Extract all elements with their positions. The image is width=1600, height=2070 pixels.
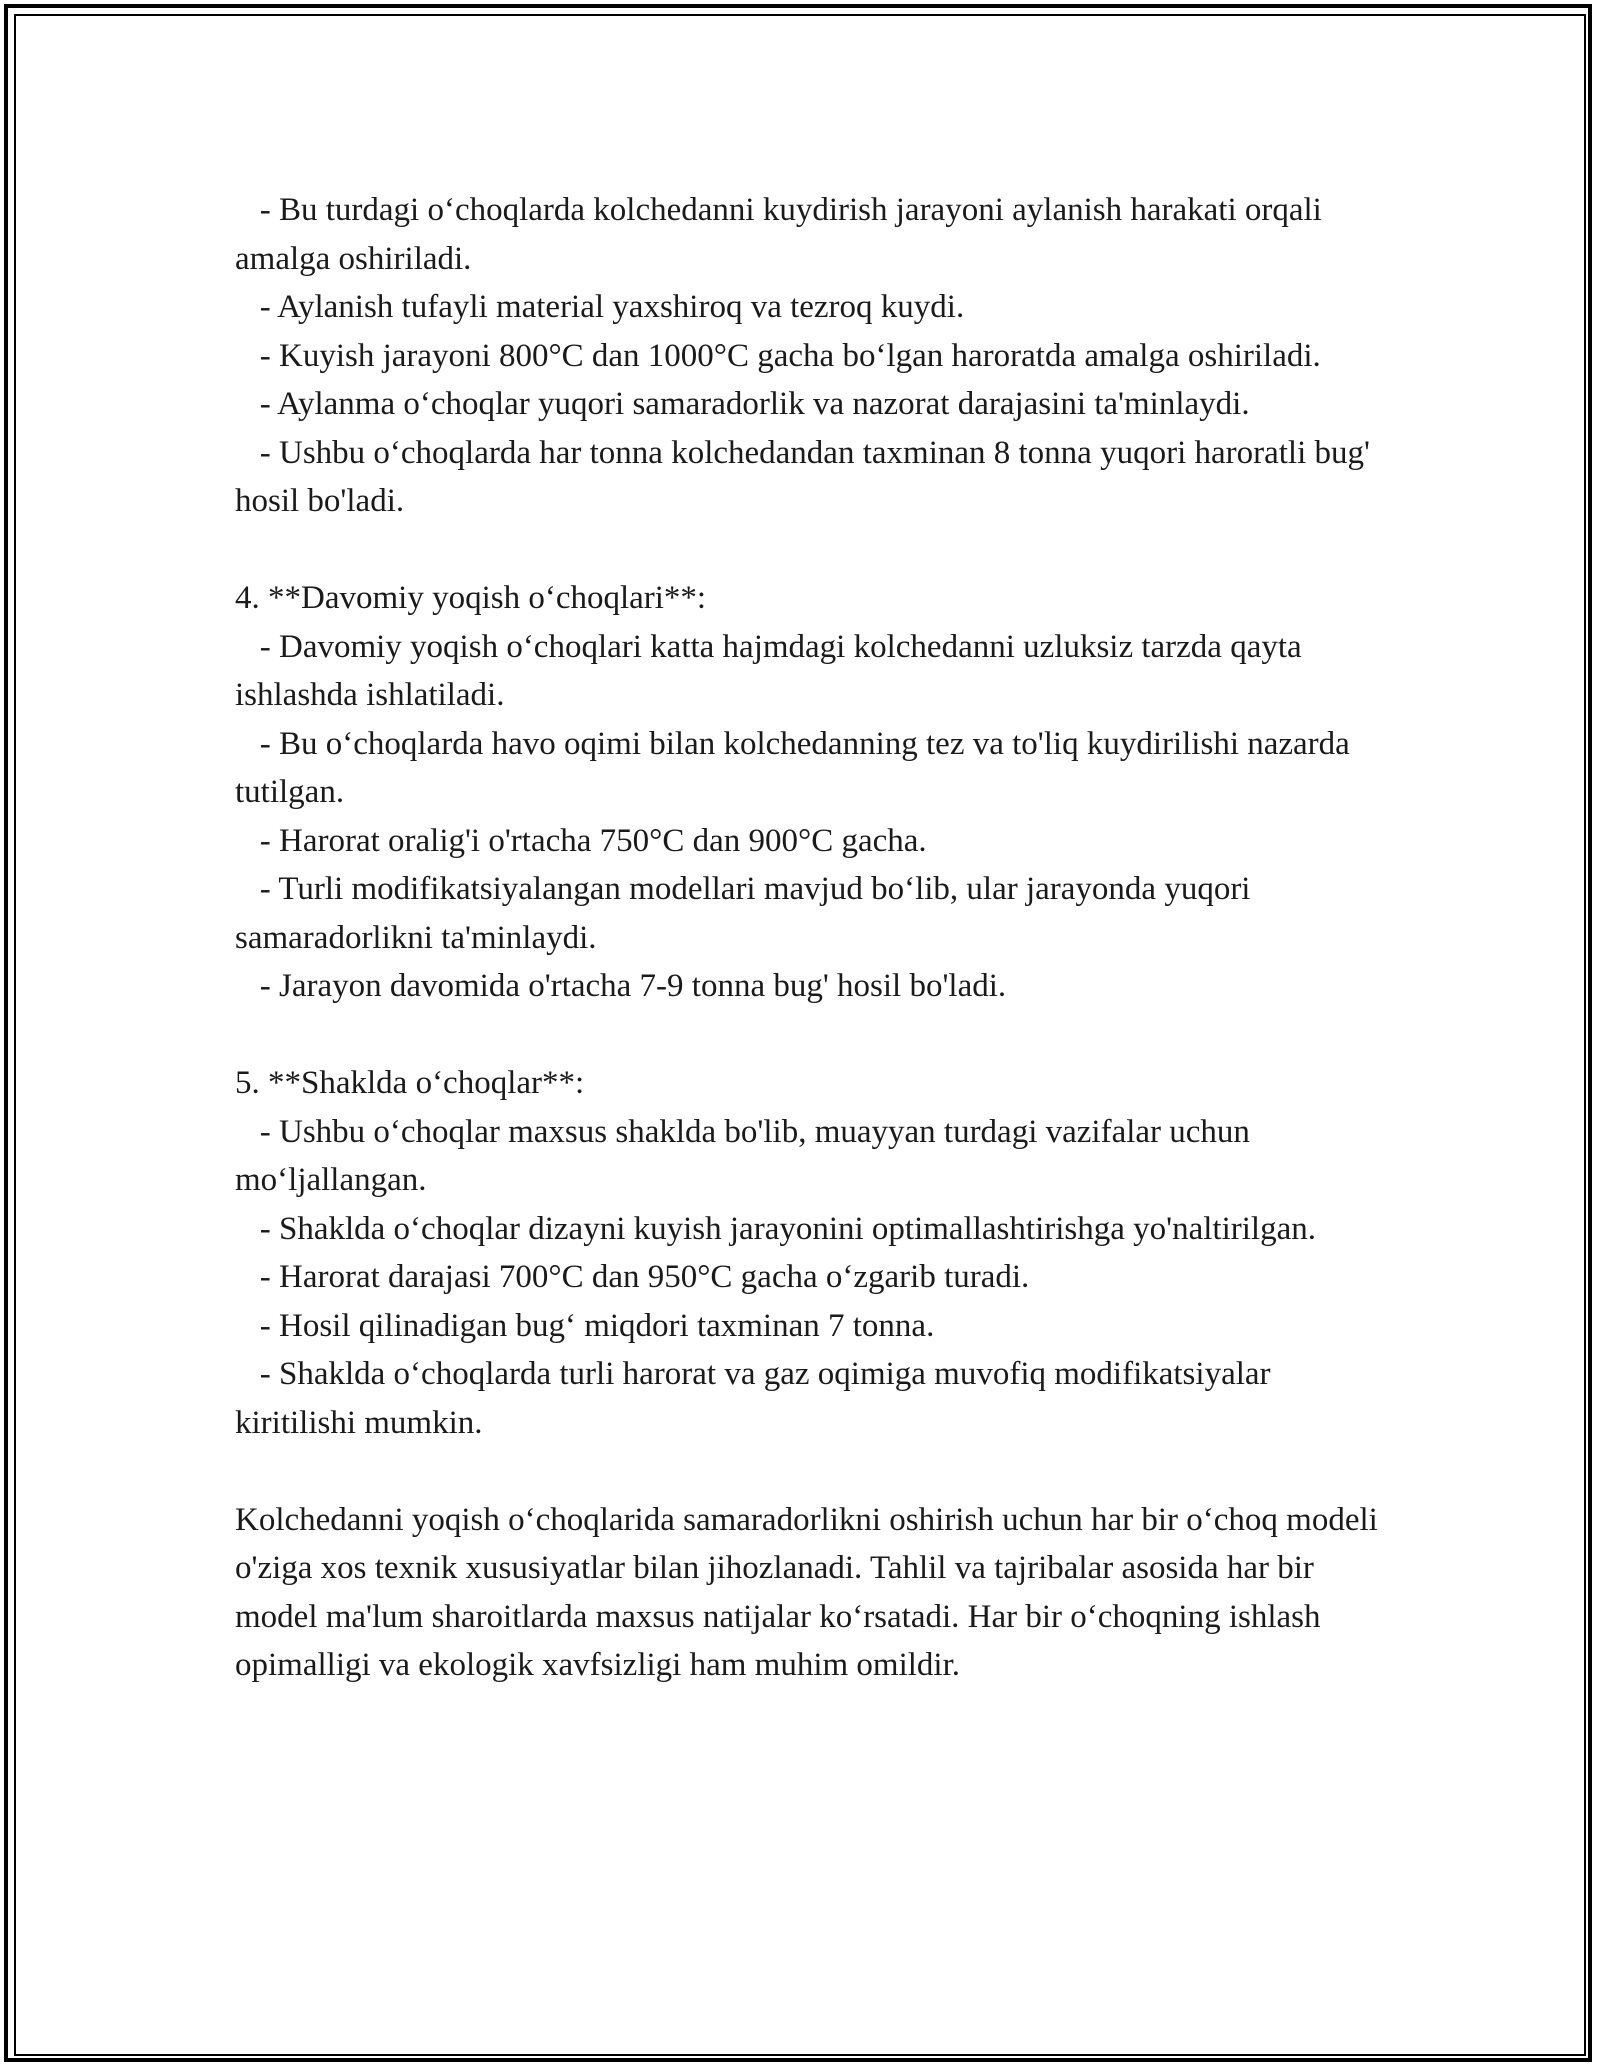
document-body [235,186,1385,1690]
paragraph-gap [235,1447,1385,1496]
bullet-item: - Aylanish tufayli material yaxshiroq va tezroq kuydi. [235,289,965,325]
section-continuous-furnaces [235,574,1385,1011]
section-heading: 4. **Davomiy yoqish o‘choqlari**: [235,580,707,616]
bullet-item: - Harorat darajasi 700°C dan 950°C gacha o‘zgarib turadi. [235,1259,1030,1295]
bullet-item: - Ushbu o‘choqlarda har tonna kolchedandan taxminan 8 tonna yuqori haroratli bug' hosil bo'ladi. [235,434,1379,519]
bullet-item: - Kuyish jarayoni 800°C dan 1000°C gacha bo‘lgan haroratda amalga oshiriladi. [235,337,1321,374]
bullet-item: - Harorat oralig'i o'rtacha 750°C dan 900°C gacha. [235,822,927,859]
conclusion-paragraph: Kolchedanni yoqish o‘choqlarida samaradorlikni oshirish uchun har bir o‘choq modeli o'ziga xos texnik xususiyatlar bilan jihozlanadi. Tahlil va tajribalar asosida har bir model ma'lum sharoitlarda maxsus natijalar ko‘rsatadi. Har bir o‘choqning ishlash opimalligi va ekologik xavfsizligi ham muhim omildir. [235,1501,1387,1683]
bullet-item: - Shaklda o‘choqlar dizayni kuyish jarayonini optimallashtirishga yo'naltirilgan. [235,1210,1316,1247]
bullet-item: - Davomiy yoqish o‘choqlari katta hajmdagi kolchedanni uzluksiz tarzda qayta ishlashda ishlatiladi. [235,628,1310,713]
section-rotary-furnaces [235,186,1385,526]
section-heading: 5. **Shaklda o‘choqlar**: [235,1065,585,1101]
paragraph-gap [235,526,1385,575]
bullet-item: - Aylanma o‘choqlar yuqori samaradorlik va nazorat darajasini ta'minlaydi. [235,386,1250,422]
bullet-item: - Turli modifikatsiyalangan modellari mavjud bo‘lib, ular jarayonda yuqori samaradorlikni ta'minlaydi. [235,871,1259,956]
bullet-item: - Bu turdagi o‘choqlarda kolchedanni kuydirish jarayoni aylanish harakati orqali amalga oshiriladi. [235,192,1331,277]
bullet-item: - Bu o‘choqlarda havo oqimi bilan kolchedanning tez va to'liq kuydirilishi nazarda tutilgan. [235,725,1359,810]
bullet-item: - Hosil qilinadigan bug‘ miqdori taxminan 7 tonna. [235,1307,935,1344]
bullet-item: - Shaklda o‘choqlarda turli harorat va gaz oqimiga muvofiq modifikatsiyalar kiritilishi mumkin. [235,1356,1279,1441]
bullet-item: - Ushbu o‘choqlar maxsus shaklda bo'lib, muayyan turdagi vazifalar uchun mo‘ljallangan. [235,1113,1259,1198]
paragraph-gap [235,1011,1385,1060]
bullet-item: - Jarayon davomida o'rtacha 7-9 tonna bug' hosil bo'ladi. [235,968,1007,1004]
section-shaped-furnaces [235,1059,1385,1447]
